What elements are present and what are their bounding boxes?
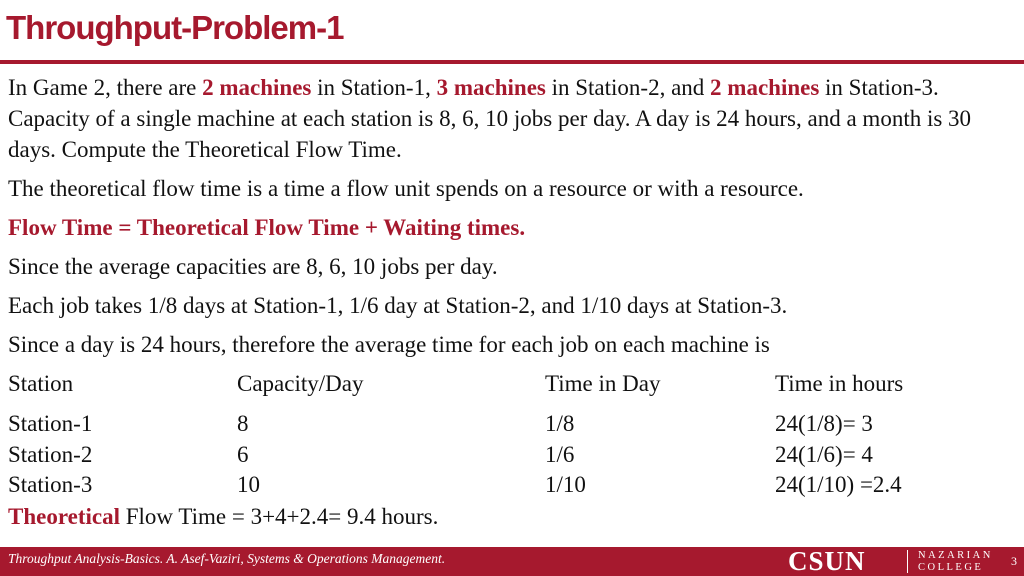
intro-text-1: In Game 2, there are	[8, 75, 203, 100]
row3-capacity: 10	[237, 472, 260, 497]
row3-time-hours: 24(1/10) =2.4	[775, 472, 902, 497]
flow-time-formula: Flow Time = Theoretical Flow Time + Waiting times.	[8, 215, 526, 240]
table-row	[8, 409, 1018, 440]
row2-capacity: 6	[237, 441, 249, 467]
capacities-text: Since the average capacities are 8, 6, 10 jobs per day.	[8, 254, 498, 279]
header-station: Station	[8, 371, 74, 396]
result-label: Theoretical	[8, 503, 120, 529]
intro-text-3: in Station-2, and	[545, 75, 711, 100]
definition-text: The theoretical flow time is a time a flow unit spends on a resource or with a resource.	[8, 176, 804, 201]
row2-time-hours: 24(1/6)= 4	[775, 441, 873, 467]
row1-time-hours: 24(1/8)= 3	[775, 411, 873, 436]
page-number: 3	[1011, 554, 1017, 568]
result-line	[8, 501, 1018, 532]
row2-station: Station-2	[8, 441, 93, 467]
row1-capacity: 8	[237, 411, 249, 436]
table-row	[8, 470, 1018, 501]
intro-text-2: in Station-1,	[311, 75, 437, 100]
nazarian-college-logo	[918, 550, 993, 574]
slide-content	[8, 72, 1018, 532]
header-capacity: Capacity/Day	[237, 371, 364, 396]
station2-machines: 3 machines	[436, 75, 546, 100]
problem-statement	[8, 72, 1018, 165]
hours-per-day-text: Since a day is 24 hours, therefore the average time for each job on each machine is	[8, 332, 770, 357]
slide-title: Throughput-Problem-1	[6, 9, 344, 46]
logo-divider	[907, 550, 908, 573]
footer-bar	[0, 547, 1024, 576]
csun-logo: CSUN	[788, 546, 866, 576]
row3-station: Station-3	[8, 472, 93, 497]
title-divider	[0, 60, 1024, 64]
logo-college: COLLEGE	[918, 562, 984, 573]
result-text: Flow Time = 3+4+2.4= 9.4 hours.	[120, 503, 439, 529]
table-header-row	[8, 368, 1018, 399]
intro-text-4: in Station-3. Capacity of a single machine at each station is 8, 6, 10 jobs per day. A day is 24 hours, and a month is 30 days. Compute the Theoretical Flow Time.	[8, 75, 972, 162]
each-job-text: Each job takes 1/8 days at Station-1, 1/6 day at Station-2, and 1/10 days at Station-3.	[8, 293, 788, 318]
header-time-day: Time in Day	[545, 371, 661, 396]
row1-station: Station-1	[8, 411, 93, 436]
table-row	[8, 440, 1018, 471]
footer-citation: Throughput Analysis-Basics. A. Asef-Vaziri, Systems & Operations Management.	[8, 551, 446, 566]
logo-nazarian: NAZARIAN	[918, 550, 993, 561]
row1-time-day: 1/8	[545, 411, 575, 436]
row2-time-day: 1/6	[545, 441, 575, 467]
header-time-hours: Time in hours	[775, 371, 904, 396]
row3-time-day: 1/10	[545, 472, 586, 497]
station3-machines: 2 machines	[710, 75, 820, 100]
station1-machines: 2 machines	[202, 75, 312, 100]
